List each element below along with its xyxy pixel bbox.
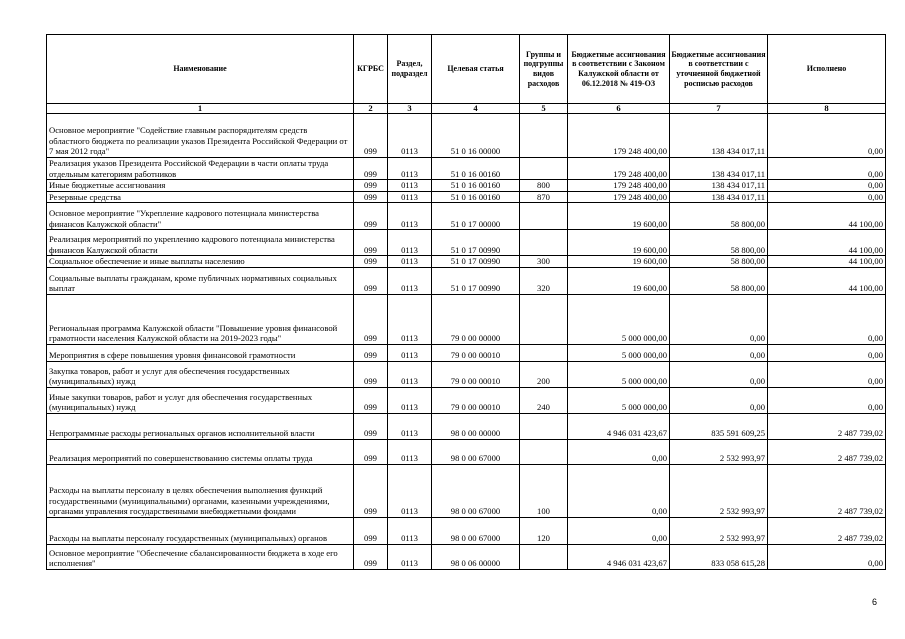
header-law-allocations: Бюджетные ассигнования в соответствии с Законом Калужской области от 06.12.2018 № 419-ОЗ [568, 35, 670, 104]
column-number: 8 [768, 104, 886, 114]
cell-expense-group [520, 203, 568, 230]
cell-executed: 0,00 [768, 158, 886, 180]
cell-name: Расходы на выплаты персоналу в целях обеспечения выполнения функций государственными (муниципальными) органами, казенными учреждениями, органами управления государственными внебюджетными фондами [47, 464, 354, 517]
header-expense-groups: Группы и подгруппы видов расходов [520, 35, 568, 104]
cell-expense-group: 100 [520, 464, 568, 517]
cell-refined-allocation: 138 434 017,11 [670, 191, 768, 203]
budget-table-sheet [46, 34, 885, 570]
cell-kgrbs: 099 [354, 203, 388, 230]
cell-expense-group: 320 [520, 267, 568, 294]
header-name: Наименование [47, 35, 354, 104]
cell-target-article: 98 0 00 67000 [432, 464, 520, 517]
cell-target-article: 51 0 17 00990 [432, 256, 520, 268]
cell-refined-allocation: 138 434 017,11 [670, 180, 768, 192]
cell-executed: 0,00 [768, 544, 886, 569]
cell-razdel: 0113 [388, 387, 432, 413]
table-row [47, 294, 886, 344]
cell-kgrbs: 099 [354, 191, 388, 203]
cell-razdel: 0113 [388, 256, 432, 268]
header-executed: Исполнено [768, 35, 886, 104]
cell-law-allocation: 5 000 000,00 [568, 361, 670, 387]
header-kgrbs: КГРБС [354, 35, 388, 104]
cell-kgrbs: 099 [354, 387, 388, 413]
cell-law-allocation: 179 248 400,00 [568, 114, 670, 158]
cell-law-allocation: 5 000 000,00 [568, 294, 670, 344]
cell-executed: 44 100,00 [768, 256, 886, 268]
cell-expense-group: 200 [520, 361, 568, 387]
table-row [47, 361, 886, 387]
cell-razdel: 0113 [388, 158, 432, 180]
cell-name: Закупка товаров, работ и услуг для обеспечения государственных (муниципальных) нужд [47, 361, 354, 387]
cell-executed: 0,00 [768, 180, 886, 192]
cell-razdel: 0113 [388, 413, 432, 439]
column-number: 3 [388, 104, 432, 114]
cell-target-article: 79 0 00 00000 [432, 294, 520, 344]
cell-law-allocation: 19 600,00 [568, 267, 670, 294]
cell-refined-allocation: 58 800,00 [670, 267, 768, 294]
table-row [47, 203, 886, 230]
cell-law-allocation: 19 600,00 [568, 203, 670, 230]
cell-razdel: 0113 [388, 230, 432, 256]
cell-executed: 2 487 739,02 [768, 464, 886, 517]
cell-refined-allocation: 2 532 993,97 [670, 464, 768, 517]
cell-target-article: 51 0 16 00000 [432, 114, 520, 158]
cell-refined-allocation: 58 800,00 [670, 256, 768, 268]
budget-execution-table [46, 34, 886, 570]
cell-executed: 0,00 [768, 361, 886, 387]
table-row [47, 387, 886, 413]
cell-name: Иные закупки товаров, работ и услуг для обеспечения государственных (муниципальных) нужд [47, 387, 354, 413]
cell-executed: 0,00 [768, 114, 886, 158]
cell-name: Социальные выплаты гражданам, кроме публичных нормативных социальных выплат [47, 267, 354, 294]
cell-name: Иные бюджетные ассигнования [47, 180, 354, 192]
cell-target-article: 51 0 16 00160 [432, 191, 520, 203]
cell-kgrbs: 099 [354, 256, 388, 268]
cell-kgrbs: 099 [354, 267, 388, 294]
cell-name: Региональная программа Калужской области "Повышение уровня финансовой грамотности населения Калужской области на 2019-2023 годы" [47, 294, 354, 344]
cell-law-allocation: 19 600,00 [568, 230, 670, 256]
cell-name: Основное мероприятие "Содействие главным распорядителям средств областного бюджета по реализации указов Президента Российской Федерации от 7 мая 2012 года" [47, 114, 354, 158]
cell-name: Основное мероприятие "Обеспечение сбалансированности бюджета в ходе его исполнения" [47, 544, 354, 569]
table-row [47, 413, 886, 439]
cell-expense-group: 120 [520, 517, 568, 544]
cell-name: Расходы на выплаты персоналу государственных (муниципальных) органов [47, 517, 354, 544]
cell-refined-allocation: 833 058 615,28 [670, 544, 768, 569]
cell-refined-allocation: 835 591 609,25 [670, 413, 768, 439]
table-row [47, 158, 886, 180]
cell-kgrbs: 099 [354, 544, 388, 569]
header-target-article: Целевая статья [432, 35, 520, 104]
cell-kgrbs: 099 [354, 439, 388, 464]
cell-law-allocation: 0,00 [568, 439, 670, 464]
column-number: 1 [47, 104, 354, 114]
table-row [47, 439, 886, 464]
cell-law-allocation: 4 946 031 423,67 [568, 544, 670, 569]
cell-razdel: 0113 [388, 361, 432, 387]
table-row [47, 544, 886, 569]
cell-law-allocation: 179 248 400,00 [568, 158, 670, 180]
cell-target-article: 98 0 00 67000 [432, 517, 520, 544]
cell-executed: 2 487 739,02 [768, 413, 886, 439]
cell-executed: 0,00 [768, 387, 886, 413]
cell-expense-group [520, 544, 568, 569]
cell-name: Реализация указов Президента Российской Федерации в части оплаты труда отдельным категориям работников [47, 158, 354, 180]
cell-refined-allocation: 0,00 [670, 361, 768, 387]
cell-expense-group: 300 [520, 256, 568, 268]
cell-law-allocation: 179 248 400,00 [568, 180, 670, 192]
column-number: 6 [568, 104, 670, 114]
cell-target-article: 98 0 00 67000 [432, 439, 520, 464]
cell-kgrbs: 099 [354, 361, 388, 387]
cell-kgrbs: 099 [354, 464, 388, 517]
cell-target-article: 51 0 16 00160 [432, 180, 520, 192]
column-number: 4 [432, 104, 520, 114]
cell-refined-allocation: 2 532 993,97 [670, 517, 768, 544]
cell-kgrbs: 099 [354, 230, 388, 256]
cell-target-article: 79 0 00 00010 [432, 344, 520, 361]
cell-expense-group: 240 [520, 387, 568, 413]
cell-refined-allocation: 0,00 [670, 344, 768, 361]
table-body [47, 114, 886, 570]
cell-razdel: 0113 [388, 517, 432, 544]
table-row [47, 256, 886, 268]
cell-refined-allocation: 0,00 [670, 294, 768, 344]
cell-expense-group [520, 230, 568, 256]
cell-razdel: 0113 [388, 439, 432, 464]
cell-expense-group [520, 114, 568, 158]
cell-executed: 2 487 739,02 [768, 439, 886, 464]
cell-expense-group: 800 [520, 180, 568, 192]
cell-expense-group [520, 294, 568, 344]
column-number: 2 [354, 104, 388, 114]
cell-kgrbs: 099 [354, 158, 388, 180]
cell-name: Основное мероприятие "Укрепление кадрового потенциала министерства финансов Калужской области" [47, 203, 354, 230]
cell-kgrbs: 099 [354, 517, 388, 544]
cell-law-allocation: 179 248 400,00 [568, 191, 670, 203]
cell-razdel: 0113 [388, 180, 432, 192]
cell-law-allocation: 19 600,00 [568, 256, 670, 268]
cell-executed: 44 100,00 [768, 203, 886, 230]
cell-kgrbs: 099 [354, 294, 388, 344]
table-row [47, 464, 886, 517]
cell-razdel: 0113 [388, 294, 432, 344]
cell-target-article: 98 0 06 00000 [432, 544, 520, 569]
table-row [47, 517, 886, 544]
header-razdel: Раздел, подраздел [388, 35, 432, 104]
table-row [47, 230, 886, 256]
cell-executed: 0,00 [768, 191, 886, 203]
cell-target-article: 98 0 00 00000 [432, 413, 520, 439]
cell-law-allocation: 0,00 [568, 464, 670, 517]
cell-law-allocation: 5 000 000,00 [568, 387, 670, 413]
cell-target-article: 79 0 00 00010 [432, 361, 520, 387]
cell-razdel: 0113 [388, 114, 432, 158]
cell-executed: 0,00 [768, 294, 886, 344]
table-row [47, 344, 886, 361]
table-header [47, 35, 886, 114]
column-number: 7 [670, 104, 768, 114]
table-row [47, 114, 886, 158]
cell-kgrbs: 099 [354, 180, 388, 192]
cell-expense-group [520, 439, 568, 464]
cell-name: Мероприятия в сфере повышения уровня финансовой грамотности [47, 344, 354, 361]
cell-expense-group [520, 344, 568, 361]
cell-razdel: 0113 [388, 203, 432, 230]
cell-target-article: 79 0 00 00010 [432, 387, 520, 413]
cell-refined-allocation: 138 434 017,11 [670, 114, 768, 158]
cell-law-allocation: 5 000 000,00 [568, 344, 670, 361]
cell-kgrbs: 099 [354, 413, 388, 439]
cell-target-article: 51 0 17 00990 [432, 267, 520, 294]
page-number: 6 [872, 597, 878, 607]
cell-refined-allocation: 0,00 [670, 387, 768, 413]
table-row [47, 267, 886, 294]
cell-expense-group: 870 [520, 191, 568, 203]
cell-name: Реализация мероприятий по совершенствованию системы оплаты труда [47, 439, 354, 464]
cell-refined-allocation: 58 800,00 [670, 203, 768, 230]
cell-name: Непрограммные расходы региональных органов исполнительной власти [47, 413, 354, 439]
cell-law-allocation: 4 946 031 423,67 [568, 413, 670, 439]
cell-refined-allocation: 2 532 993,97 [670, 439, 768, 464]
cell-executed: 2 487 739,02 [768, 517, 886, 544]
cell-razdel: 0113 [388, 267, 432, 294]
cell-target-article: 51 0 17 00000 [432, 203, 520, 230]
cell-expense-group [520, 413, 568, 439]
cell-razdel: 0113 [388, 344, 432, 361]
cell-name: Реализация мероприятий по укреплению кадрового потенциала министерства финансов Калужской области [47, 230, 354, 256]
cell-kgrbs: 099 [354, 344, 388, 361]
cell-target-article: 51 0 17 00990 [432, 230, 520, 256]
table-row [47, 191, 886, 203]
cell-razdel: 0113 [388, 544, 432, 569]
cell-razdel: 0113 [388, 191, 432, 203]
cell-name: Социальное обеспечение и иные выплаты населению [47, 256, 354, 268]
column-number: 5 [520, 104, 568, 114]
table-row [47, 180, 886, 192]
cell-name: Резервные средства [47, 191, 354, 203]
cell-law-allocation: 0,00 [568, 517, 670, 544]
cell-razdel: 0113 [388, 464, 432, 517]
cell-executed: 44 100,00 [768, 267, 886, 294]
cell-target-article: 51 0 16 00160 [432, 158, 520, 180]
cell-refined-allocation: 58 800,00 [670, 230, 768, 256]
cell-kgrbs: 099 [354, 114, 388, 158]
cell-refined-allocation: 138 434 017,11 [670, 158, 768, 180]
cell-executed: 44 100,00 [768, 230, 886, 256]
header-refined-allocations: Бюджетные ассигнования в соответствии с уточненной бюджетной росписью расходов [670, 35, 768, 104]
cell-executed: 0,00 [768, 344, 886, 361]
cell-expense-group [520, 158, 568, 180]
